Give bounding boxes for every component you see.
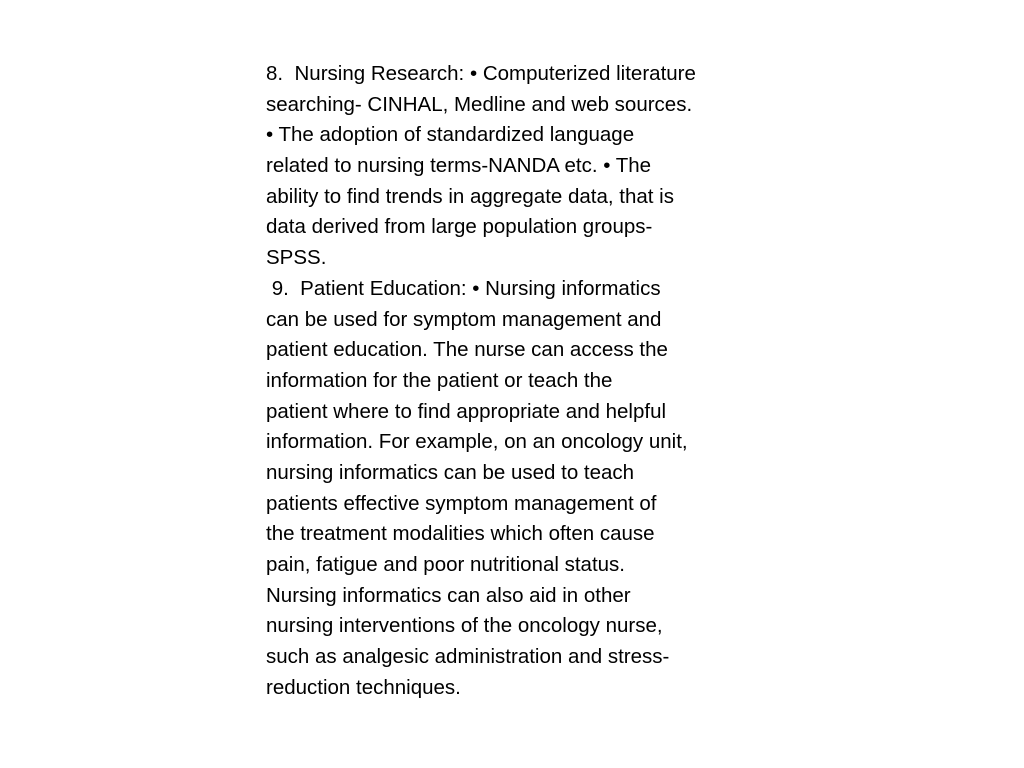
text-line-6: data derived from large population groups- (266, 215, 653, 239)
text-line-21: reduction techniques. (266, 675, 461, 699)
text-line-10: patient education. The nurse can access the (266, 338, 668, 362)
text-line-3: • The adoption of standardized language (266, 123, 635, 147)
text-line-12: patient where to find appropriate and helpful (266, 399, 667, 423)
text-line-11: information for the patient or teach the (266, 368, 613, 392)
text-line-5: ability to find trends in aggregate data, that is (266, 184, 674, 208)
text-line-4: related to nursing terms-NANDA etc. • The (266, 154, 652, 178)
text-line-13: information. For example, on an oncology unit, (266, 430, 688, 454)
text-line-19: nursing interventions of the oncology nurse, (266, 614, 663, 638)
text-line-16: the treatment modalities which often cause (266, 522, 655, 546)
text-line-7: SPSS. (266, 246, 327, 270)
text-line-14: nursing informatics can be used to teach (266, 460, 635, 484)
body-text (266, 59, 786, 703)
text-line-9: can be used for symptom management and (266, 307, 662, 331)
text-line-8: 9. Patient Education: • Nursing informatics (266, 276, 661, 300)
text-line-17: pain, fatigue and poor nutritional status. (266, 553, 625, 576)
text-line-15: patients effective symptom management of (266, 491, 657, 515)
text-line-20: such as analgesic administration and stress- (266, 645, 670, 669)
text-line-18: Nursing informatics can also aid in other (266, 583, 631, 607)
text-line-2: searching- CINHAL, Medline and web sources. (266, 92, 693, 116)
text-line-1: 8. Nursing Research: • Computerized literature (266, 62, 696, 85)
